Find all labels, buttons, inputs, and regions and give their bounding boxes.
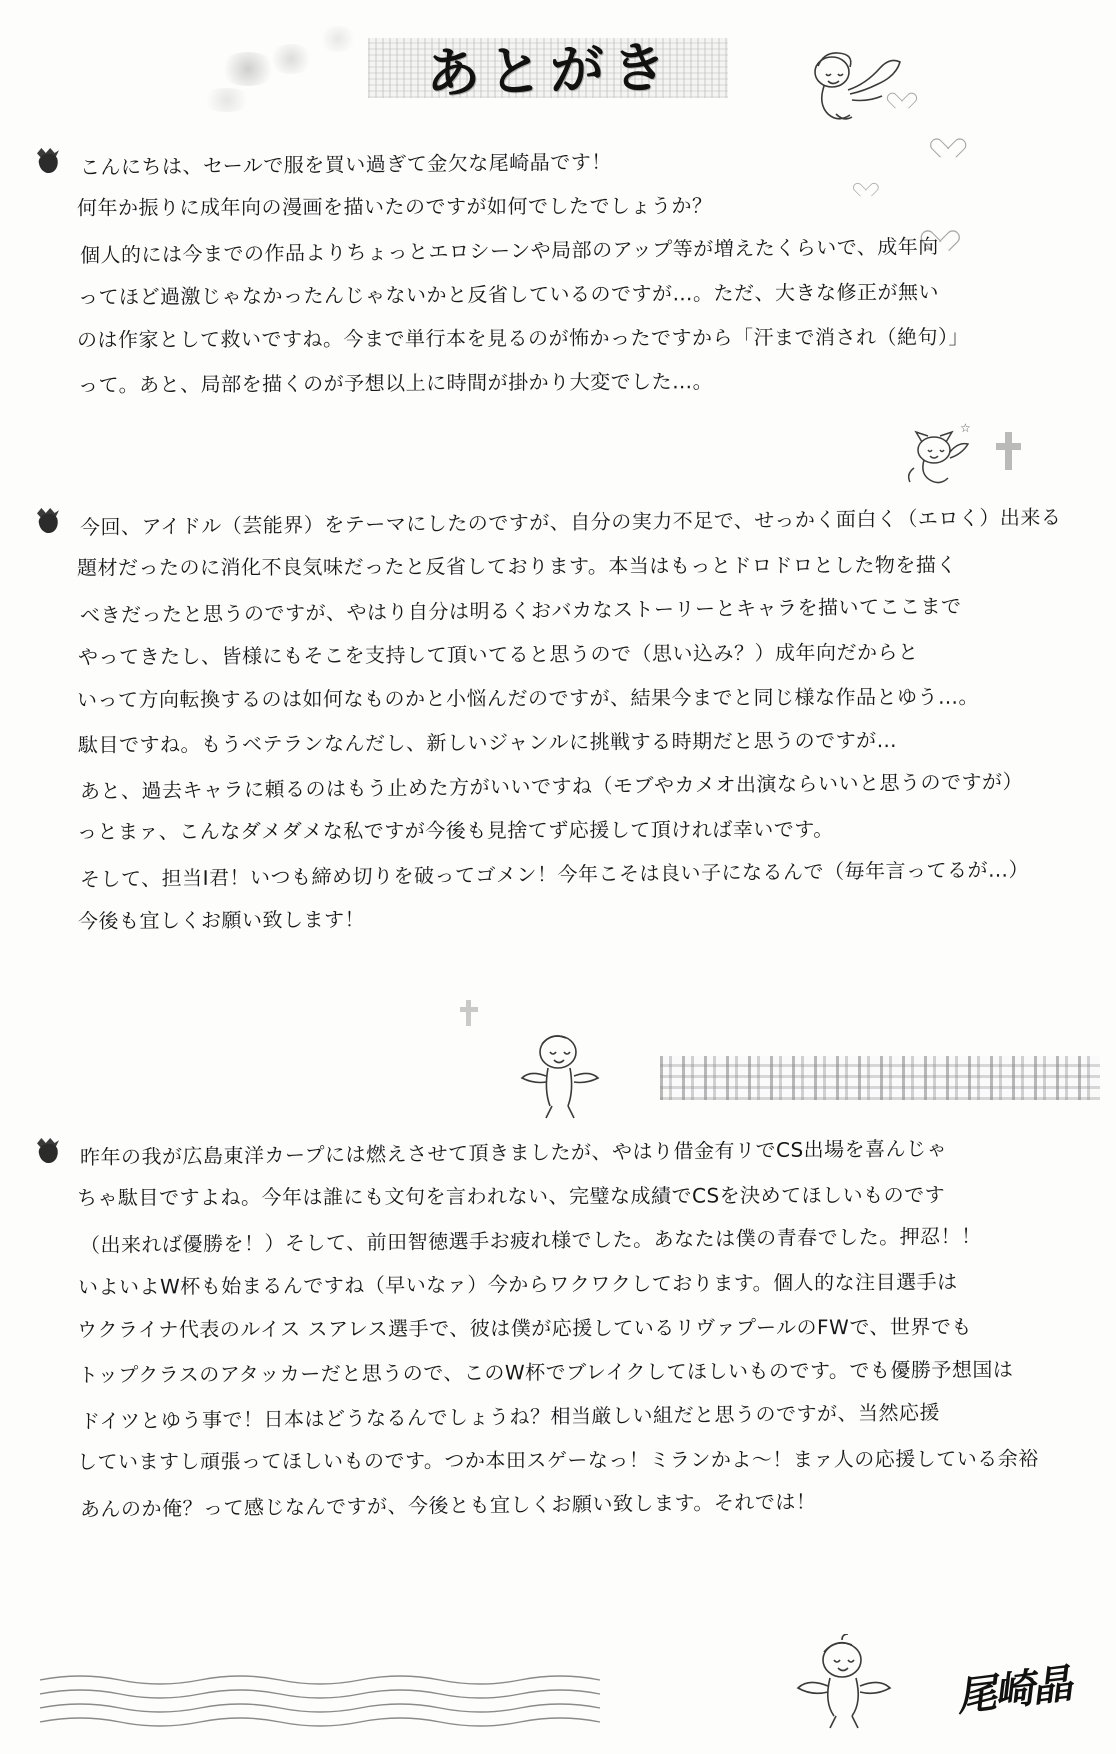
text-line: ちゃ駄目ですよね。今年は誰にも文句を言われない、完璧な成績でCSを決めてほしいものです: [77, 1182, 946, 1210]
ink-smudge: [318, 26, 358, 52]
text-line: べきだったと思うのですが、やはり自分は明るくおバカなストーリーとキャラを描いてここまで: [80, 593, 962, 628]
text-line: って。あと、局部を描くのが予想以上に時間が掛かり大変でした…。: [78, 369, 714, 398]
text-line: 何年か振りに成年向の漫画を描いたのですが如何でしたでしょうか？: [77, 193, 713, 220]
text-line: いよいよW杯も始まるんですね（早いなァ）今からワクワクしております。個人的な注目選手は: [78, 1269, 958, 1300]
paragraph-block-3: [78, 1130, 1078, 1526]
page-title: [340, 28, 760, 112]
strawberry-bullet-icon: [36, 1138, 62, 1164]
text-line: こんにちは、セールで服を買い過ぎて金欠な尾崎晶です！: [80, 149, 612, 180]
heart-icon: [892, 86, 910, 102]
text-line: 昨年の我が広島東洋カープには燃えさせて頂きましたが、やはり借金有リでCS出場を喜んじゃ: [80, 1136, 948, 1170]
text-line: っとまァ、こんなダメダメな私ですが今後も見捨てず応援して頂ければ幸いです。: [77, 817, 834, 844]
text-line: あんのか俺？って感じなんですが、今後とも宜しくお願い致します。それでは！: [80, 1489, 817, 1522]
text-line: そして、担当I君！いつも締め切りを破ってゴメン！今年こそは良い子になるんで（毎年言ってるが…）: [80, 857, 1029, 892]
text-line: やってきたし、皆様にもそこを支持して頂いてると思うので（思い込み？）成年向だからと: [78, 639, 919, 670]
angel-doodle-icon: [900, 420, 980, 490]
text-line: ってほど過激じゃなかったんじゃないかと反省しているのですが…。ただ、大きな修正が無い: [78, 279, 939, 310]
text-line: あと、過去キャラに頼るのはもう止めた方がいいですね（モブやカメオ出演ならいいと思うのですが）: [80, 769, 1023, 804]
text-line: いって方向転換するのは如何なものかと小悩んだのですが、結果今までと同じ様な作品とゆう…。: [77, 684, 979, 712]
text-line: 駄目ですね。もうベテランなんだし、新しいジャンルに挑戦する時期だと思うのですが…: [78, 728, 898, 758]
cross-icon: [460, 1000, 478, 1026]
text-line: ウクライナ代表のルイス スアレス選手で、彼は僕が応援しているリヴァプールのFWで、世界でも: [77, 1314, 972, 1342]
text-line: トップクラスのアタッカーだと思うので、このW杯でブレイクしてほしいものです。でも優勝予想国は: [78, 1357, 1014, 1388]
paragraph-block-2: [78, 500, 1078, 940]
greek-key-border: [660, 1056, 1100, 1100]
text-line: していますし頑張ってほしいものです。つか本田スゲーなっ！ミランかよ〜！まァ人の応援している余裕: [77, 1446, 1039, 1474]
page-title-text: あとがき: [425, 35, 675, 106]
strawberry-bullet-icon: [36, 508, 62, 534]
strawberry-bullet-icon: [36, 148, 62, 174]
angel-doodle-icon: [512, 1030, 608, 1122]
angel-doodle-icon: [790, 1634, 900, 1730]
wavy-line-border: [40, 1670, 680, 1728]
text-line: 個人的には今までの作品よりちょっとエロシーンや局部のアップ等が増えたくらいで、成年向: [80, 234, 939, 268]
text-line: 題材だったのに消化不良気味だったと反省しております。本当はもっとドロドロとした物を描く: [77, 552, 957, 580]
text-line: 今回、アイドル（芸能界）をテーマにしたのですが、自分の実力不足で、せっかく面白く（エロく）出来る: [80, 504, 1062, 540]
paragraph-block-1: [78, 140, 1078, 404]
text-line: ドイツとゆう事で！日本はどうなるんでしょうね？相当厳しい組だと思うのですが、当然応援: [80, 1400, 940, 1434]
cross-icon: [996, 432, 1021, 470]
text-line: （出来れば優勝を！）そして、前田智徳選手お疲れ様でした。あなたは僕の青春でした。押忍！！: [80, 1223, 982, 1258]
text-line: のは作家として救いですね。今まで単行本を見るのが怖かったですから「汗まで消され（絶句）」: [77, 324, 969, 352]
ink-smudge: [200, 88, 254, 112]
author-signature: 尾崎晶: [953, 1660, 1073, 1721]
ink-smudge: [268, 44, 314, 74]
text-line: 今後も宜しくお願い致します！: [78, 907, 365, 934]
svg-text:☆: ☆: [960, 421, 971, 435]
